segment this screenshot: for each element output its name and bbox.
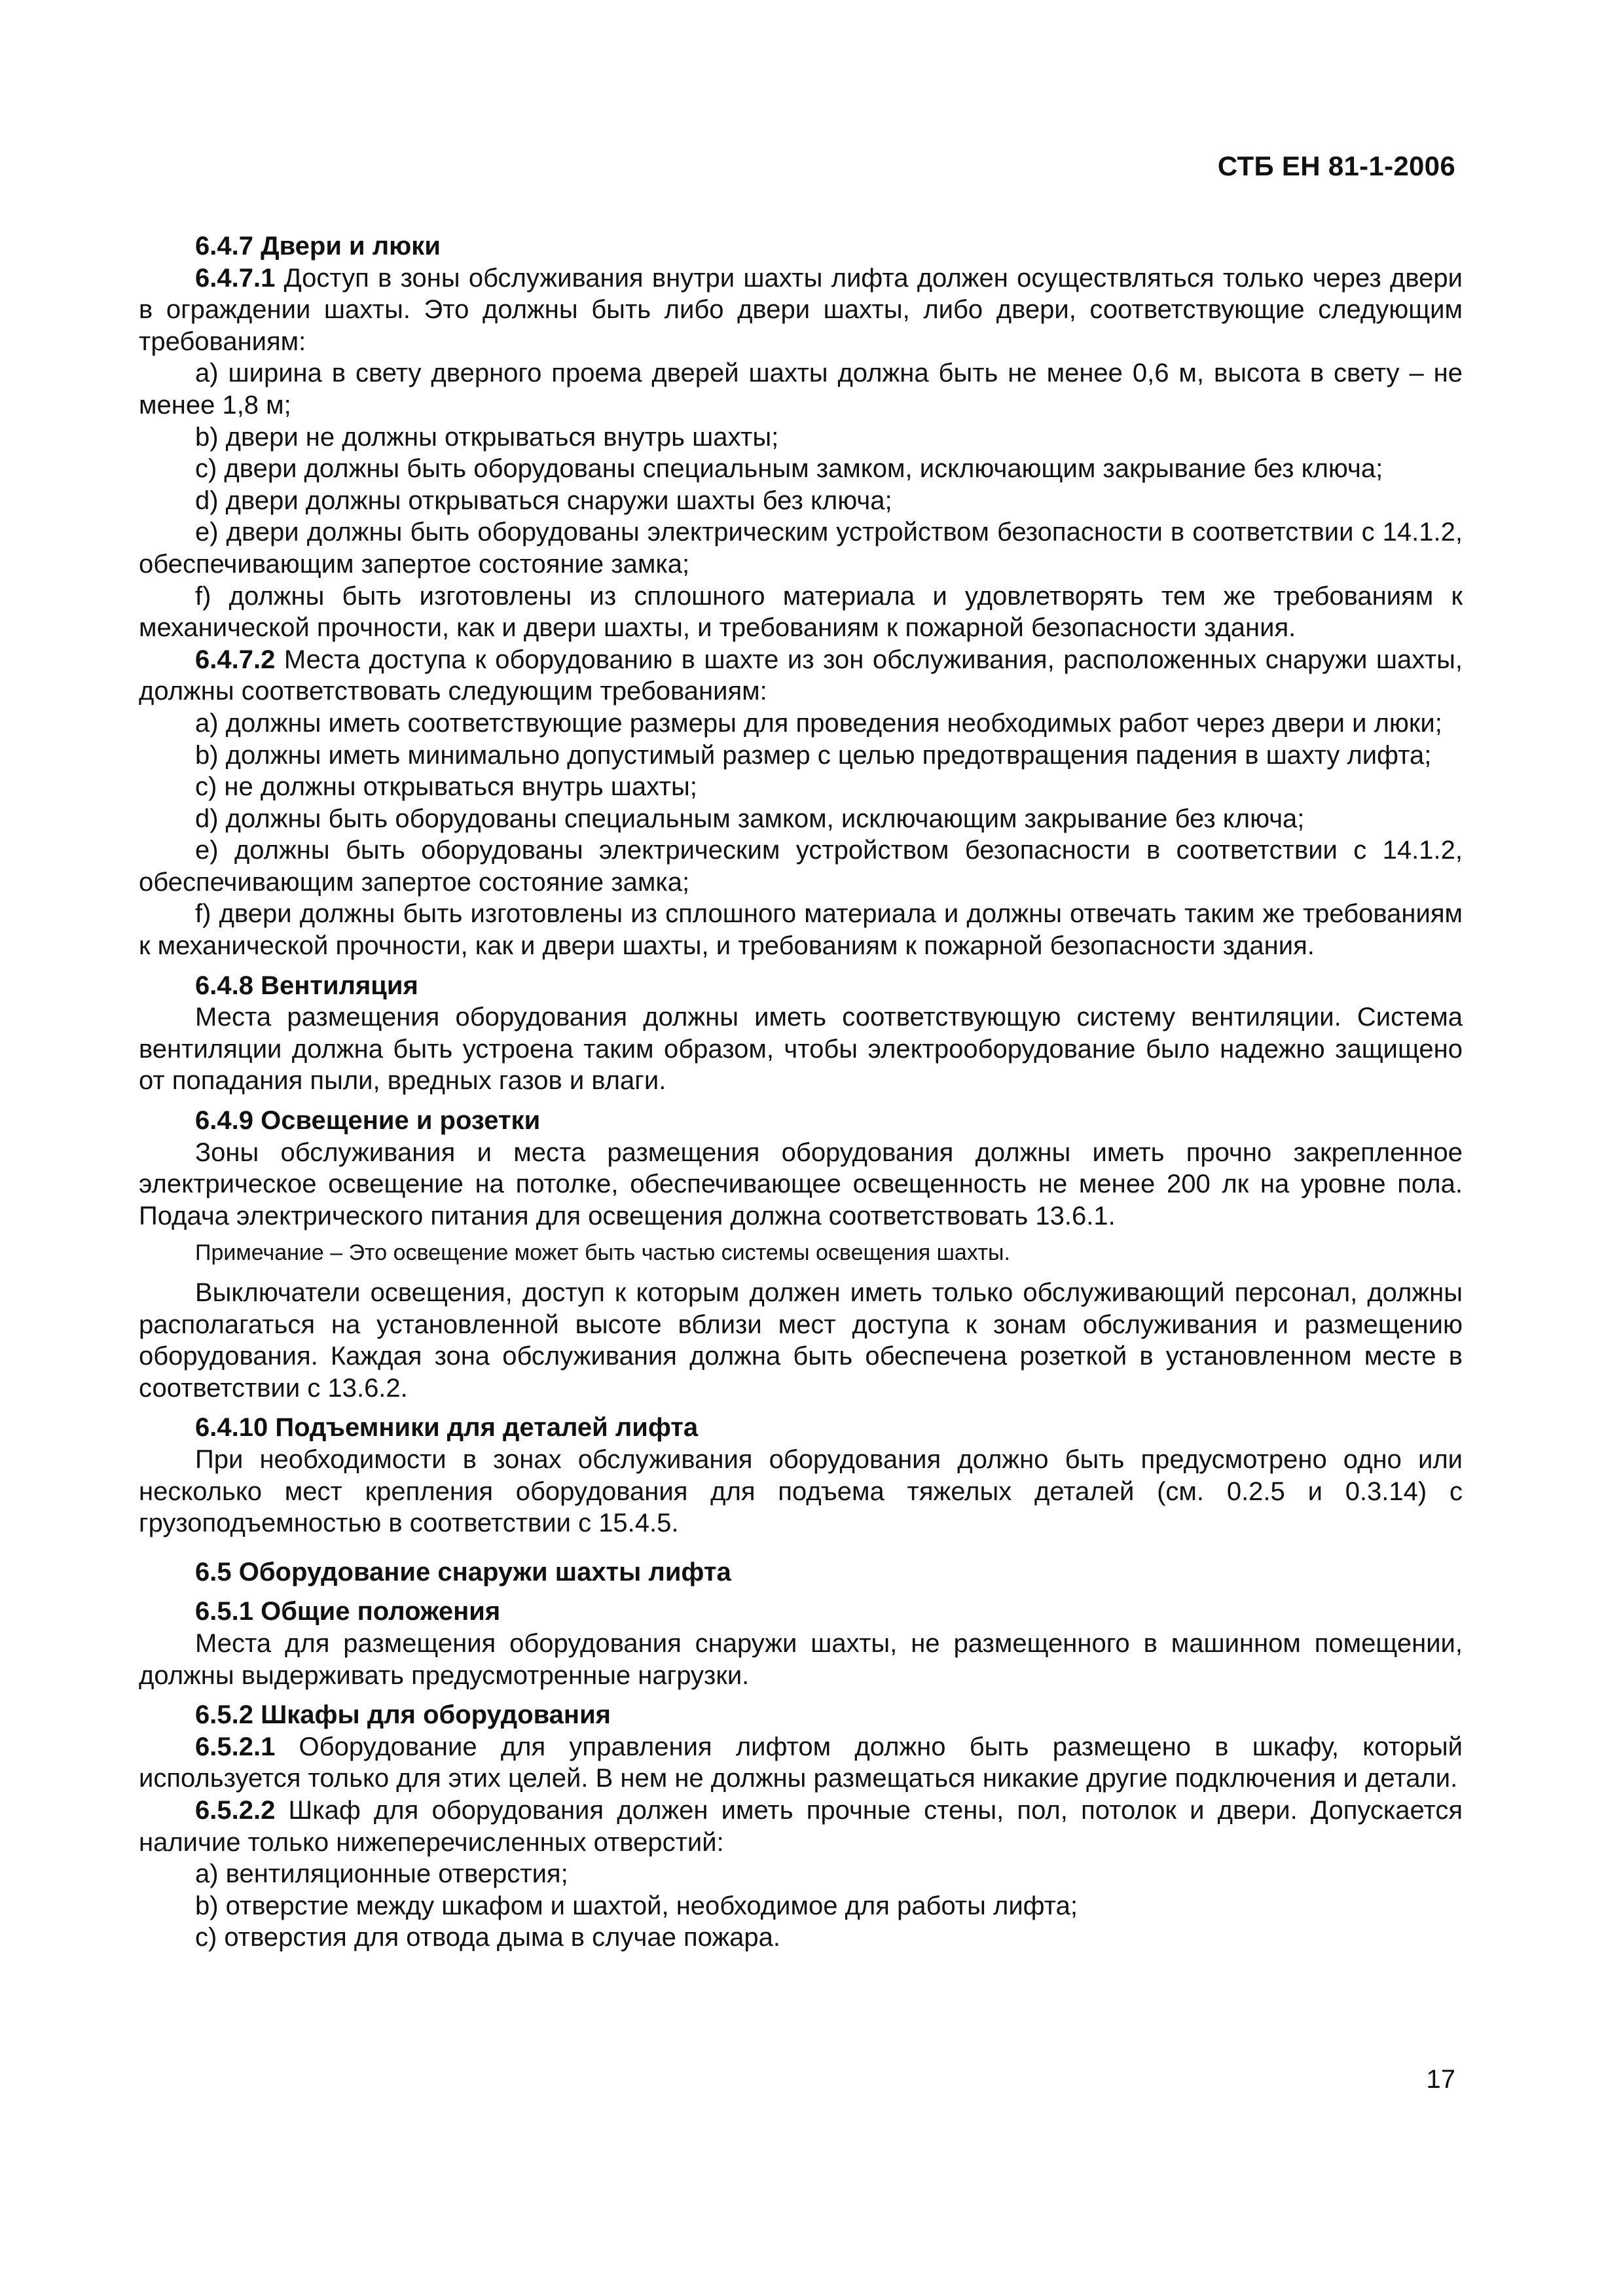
- list-item: b) должны иметь минимально допустимый размер с целью предотвращения падения в шахту лифта;: [195, 740, 1432, 770]
- clause-number: 6.5.2.2: [195, 1795, 276, 1825]
- clause-6-4-7-2: [139, 644, 1463, 708]
- paragraph: Места размещения оборудования должны иметь соответствующую систему вентиляции. Система вентиляции должна быть устроена таким образом, чтобы электрооборудование было надежно защищено от попадания пыли, вредных газов и влаги.: [139, 1003, 1463, 1096]
- clause-text: Шкаф для оборудования должен иметь прочные стены, пол, потолок и двери. Допускается наличие только нижеперечисленных отверстий:: [139, 1795, 1463, 1857]
- clause-text: Места доступа к оборудованию в шахте из зон обслуживания, расположенных снаружи шахты, должны соответствовать следующим требованиям:: [139, 645, 1463, 706]
- list-item: e) двери должны быть оборудованы электрическим устройством безопасности в соответствии с 14.1.2, обеспечивающим запертое состояние замка;: [139, 518, 1463, 579]
- section-heading-6-5-1: 6.5.1 Общие положения: [195, 1597, 501, 1626]
- list-item: f) должны быть изготовлены из сплошного материала и удовлетворять тем же требованиям к механической прочности, как и двери шахты, и требованиям к пожарной безопасности здания.: [139, 581, 1463, 643]
- clause-number: 6.4.7.1: [195, 263, 276, 293]
- paragraph: Места для размещения оборудования снаружи шахты, не размещенного в машинном помещении, должны выдерживать предусмотренные нагрузки.: [139, 1628, 1463, 1690]
- clause-number: 6.5.2.1: [195, 1732, 276, 1761]
- clause-text: Доступ в зоны обслуживания внутри шахты лифта должен осуществляться только через двери в ограждении шахты. Это должны быть либо двери шахты, либо двери, соответствующие следующим требованиям:: [139, 263, 1463, 356]
- list-item: d) двери должны открываться снаружи шахты без ключа;: [195, 486, 892, 515]
- note: Примечание – Это освещение может быть частью системы освещения шахты.: [195, 1240, 1010, 1266]
- list-item: f) двери должны быть изготовлены из сплошного материала и должны отвечать таким же требованиям к механической прочности, как и двери шахты, и требованиям к пожарной безопасности здания.: [139, 899, 1463, 961]
- section-heading-6-4-9: 6.4.9 Освещение и розетки: [195, 1106, 541, 1136]
- list-item: e) должны быть оборудованы электрическим устройством безопасности в соответствии с 14.1.2, обеспечивающим запертое состояние замка;: [139, 836, 1463, 897]
- clause-text: Оборудование для управления лифтом должно быть размещено в шкафу, который используется только для этих целей. В нем не должны размещаться никакие другие подключения и детали.: [139, 1732, 1463, 1793]
- paragraph: При необходимости в зонах обслуживания оборудования должно быть предусмотрено одно или несколько мест крепления оборудования для подъема тяжелых деталей (см. 0.2.5 и 0.3.14) с грузоподъемностью в соответствии с 15.4.5.: [139, 1444, 1463, 1538]
- list-item: d) должны быть оборудованы специальным замком, исключающим закрывание без ключа;: [195, 804, 1305, 833]
- list-item: c) двери должны быть оборудованы специальным замком, исключающим закрывание без ключа;: [195, 454, 1383, 484]
- list-item: b) двери не должны открываться внутрь шахты;: [195, 422, 779, 452]
- clause-6-5-2-1: [139, 1731, 1463, 1795]
- list-item: a) ширина в свету дверного проема дверей шахты должна быть не менее 0,6 м, высота в свету – не менее 1,8 м;: [139, 359, 1463, 420]
- section-heading-6-4-7: 6.4.7 Двери и люки: [195, 232, 441, 260]
- section-heading-6-5: 6.5 Оборудование снаружи шахты лифта: [195, 1557, 731, 1587]
- list-item: b) отверстие между шкафом и шахтой, необходимое для работы лифта;: [195, 1891, 1078, 1920]
- paragraph: Зоны обслуживания и места размещения оборудования должны иметь прочно закрепленное электрическое освещение на потолке, обеспечивающее освещенность не менее 200 лк на уровне пола. Подача электрического питания для освещения должна соответствовать 13.6.1.: [139, 1138, 1463, 1230]
- paragraph: Выключатели освещения, доступ к которым должен иметь только обслуживающий персонал, должны располагаться на установленной высоте вблизи мест доступа к зонам обслуживания и размещению оборудования. Каждая зона обслуживания должна быть обеспечена розеткой в установленном месте в соответствии с 13.6.2.: [139, 1278, 1463, 1403]
- page-number: 17: [1426, 2065, 1455, 2094]
- list-item: c) отверстия для отвода дыма в случае пожара.: [195, 1923, 781, 1952]
- list-item: c) не должны открываться внутрь шахты;: [195, 772, 697, 802]
- page-body: [139, 230, 1463, 1954]
- section-heading-6-5-2: 6.5.2 Шкафы для оборудования: [195, 1700, 611, 1730]
- section-heading-6-4-10: 6.4.10 Подъемники для деталей лифта: [195, 1413, 699, 1443]
- section-heading-6-4-8: 6.4.8 Вентиляция: [195, 971, 418, 1000]
- document-code: СТБ ЕН 81-1-2006: [1217, 151, 1455, 181]
- list-item: a) должны иметь соответствующие размеры для проведения необходимых работ через двери и люки;: [195, 708, 1442, 738]
- list-item: a) вентиляционные отверстия;: [195, 1859, 568, 1889]
- clause-number: 6.4.7.2: [195, 645, 276, 674]
- clause-6-5-2-2: [139, 1795, 1463, 1858]
- clause-6-4-7-1: [139, 262, 1463, 358]
